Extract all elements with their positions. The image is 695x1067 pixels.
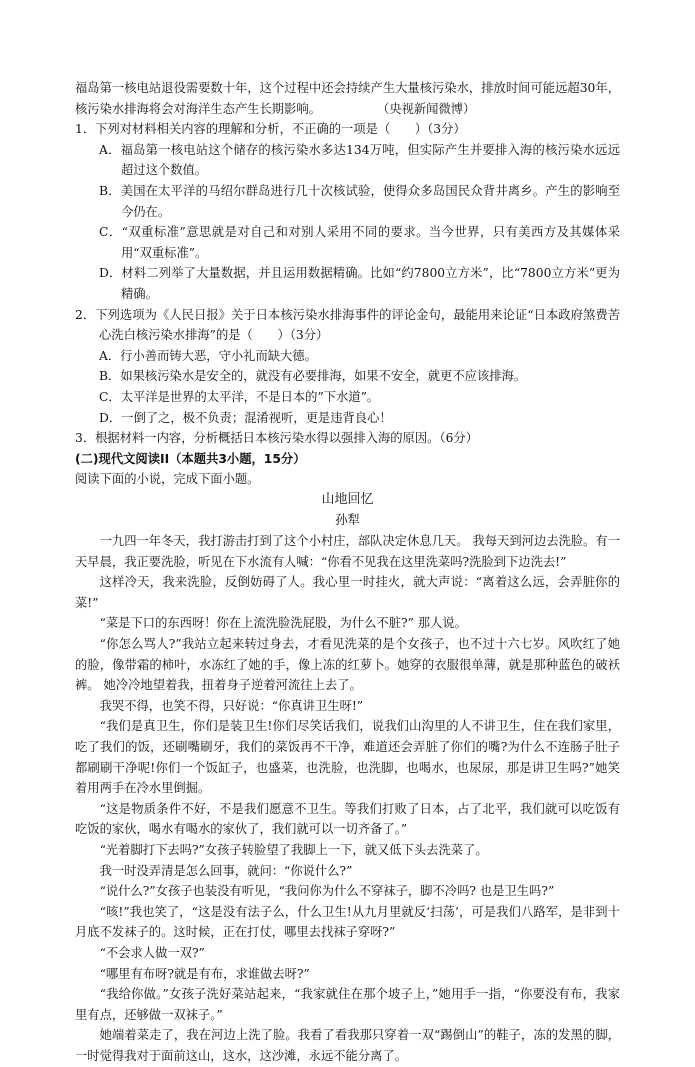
story-paragraph-15: 她端着菜走了，我在河边上洗了脸。我看了看我那只穿着一双“踢倒山”的鞋子，冻的发黑的脚，一时觉得我对于面前这山，这水，这沙滩，永远不能分离了。 (75, 1028, 620, 1063)
intro-text: 福岛第一核电站退役需要数十年，这个过程中还会持续产生大量核污染水，排放时间可能远超30年，核污染水排海将会对海洋生态产生长期影响。 (75, 81, 620, 116)
story-paragraph-11: “咳!”我也笑了，“这是没有法子么，什么卫生!从九月里就反‘扫荡’，可是我们八路军，是非到十月底不发袜子的。这时候，正在打仗，哪里去找袜子穿呀?” (75, 904, 620, 940)
story-paragraph-8: “光着脚打下去吗?”女孩子转脸望了我脚上一下，就又低下头去洗菜了。 (99, 842, 488, 857)
q2-option-a: A．行小善而铸大恶，守小礼而缺大德。 (99, 348, 317, 363)
q2-option-b: B．如果核污染水是安全的，就没有必要排海，如果不安全，就更不应该排海。 (99, 369, 527, 384)
q3-stem: 3．根据材料一内容，分析概括日本核污染水得以强排入海的原因。（6分） (75, 431, 478, 446)
story-paragraph-14: “我给你做。”女孩子洗好菜站起来，“我家就住在那个坡子上，”她用手一指，“你要没有布，我家里有点，还够做一双袜子。” (75, 987, 620, 1022)
story-paragraph-1: 一九四一年冬天，我打游击打到了这个小村庄，部队决定休息几天。 我每天到河边去洗脸。有一天早晨，我正要洗脸，听见在下水流有人喊：“你看不见我在这里洗菜吗?洗脸到下边洗去!” (75, 534, 620, 569)
story-paragraph-7: “这是物质条件不好，不是我们愿意不卫生。等我们打败了日本，占了北平，我们就可以吃饭有吃饭的家伙，喝水有喝水的家伙了，我们就可以一切齐备了。” (75, 801, 620, 837)
q2-option-d: D．一倒了之，极不负责；混淆视听，更是违背良心！ (99, 410, 392, 425)
story-author: 孙犁 (335, 513, 360, 528)
intro-source: （央视新闻微博） (376, 101, 476, 116)
story-paragraph-2: 这样冷天，我来洗脸，反倒妨碍了人。我心里一时挂火，就大声说：“离着这么远，会弄脏你的菜!” (75, 575, 620, 610)
story-paragraph-6: “我们是真卫生，你们是装卫生!你们尽笑话我们，说我们山沟里的人不讲卫生，住在我们家里，吃了我们的饭，还刷嘴刷牙，我们的菜饭再不干净，难道还会弄脏了你们的嘴?为什么不连肠子肚子都刷刷干净呢!你们一个饭缸子，也盛菜，也洗脸，也洗脚，也喝水，也尿尿，那是讲卫生吗?”她笑着用两手在冷水里倒掘。 (75, 719, 620, 796)
story-paragraph-10: “说什么?”女孩子也装没有听见，“我问你为什么不穿袜子，脚不冷吗? 也是卫生吗?” (99, 884, 555, 899)
q2-stem: 2．下列选项为《人民日报》关于日本核污染水排海事件的评论金句，最能用来论证“日本政府煞费苦心洗白核污染水排海”的是（ ）（3分） (75, 307, 620, 343)
story-paragraph-3: “菜是下口的东西呀！你在上流洗脸洗屁股，为什么不脏?” 那人说。 (99, 616, 467, 631)
story-paragraph-4: “你怎么骂人?”我站立起来转过身去，才看见洗菜的是个女孩子，也不过十六七岁。风吹红了她的脸，像带霜的柿叶，水冻红了她的手，像上冻的红萝卜。她穿的衣服很单薄，就是那种蓝色的破袄裤。 她冷冷地望着我，扭着身子逆着河流往上去了。 (75, 637, 620, 693)
intro-paragraph (75, 78, 620, 119)
q1-option-a: A．福岛第一核电站这个储存的核污染水多达134万吨，但实际产生并要排入海的核污染水远远超过这个数值。 (99, 142, 620, 178)
section2-instruction: 阅读下面的小说，完成下面小题。 (75, 472, 260, 487)
q1-option-b: B．美国在太平洋的马绍尔群岛进行几十次核试验，使得众多岛国民众背井离乡。产生的影响至今仍在。 (99, 183, 620, 219)
story-paragraph-12: “不会求人做一双?” (99, 945, 205, 960)
story-paragraph-9: 我一时没弄清是怎么回事，就问：“你说什么?” (99, 863, 353, 878)
document-page (75, 78, 620, 1067)
story-paragraph-5: 我哭不得，也笑不得，只好说：“你真讲卫生呀!” (99, 698, 364, 713)
q1-option-c: C．“双重标准”意思就是对自己和对别人采用不同的要求。当今世界，只有美西方及其媒体采用“双重标准”。 (99, 225, 620, 260)
q1-stem: 1．下列对材料相关内容的理解和分析，不正确的一项是（ ）（3分） (75, 122, 466, 137)
story-paragraph-13: “哪里有布呀?就是有布，求谁做去呀?” (99, 966, 310, 981)
story-title: 山地回忆 (321, 491, 374, 507)
q1-option-d: D．材料二列举了大量数据，并且运用数据精确。比如“约7800立方米”，比“7800立方米”更为精确。 (99, 266, 620, 301)
section2-heading: (二)现代文阅读II（本题共3小题，15分） (75, 451, 306, 466)
q2-option-c: C．太平洋是世界的太平洋，不是日本的”下水道”。 (99, 389, 380, 404)
